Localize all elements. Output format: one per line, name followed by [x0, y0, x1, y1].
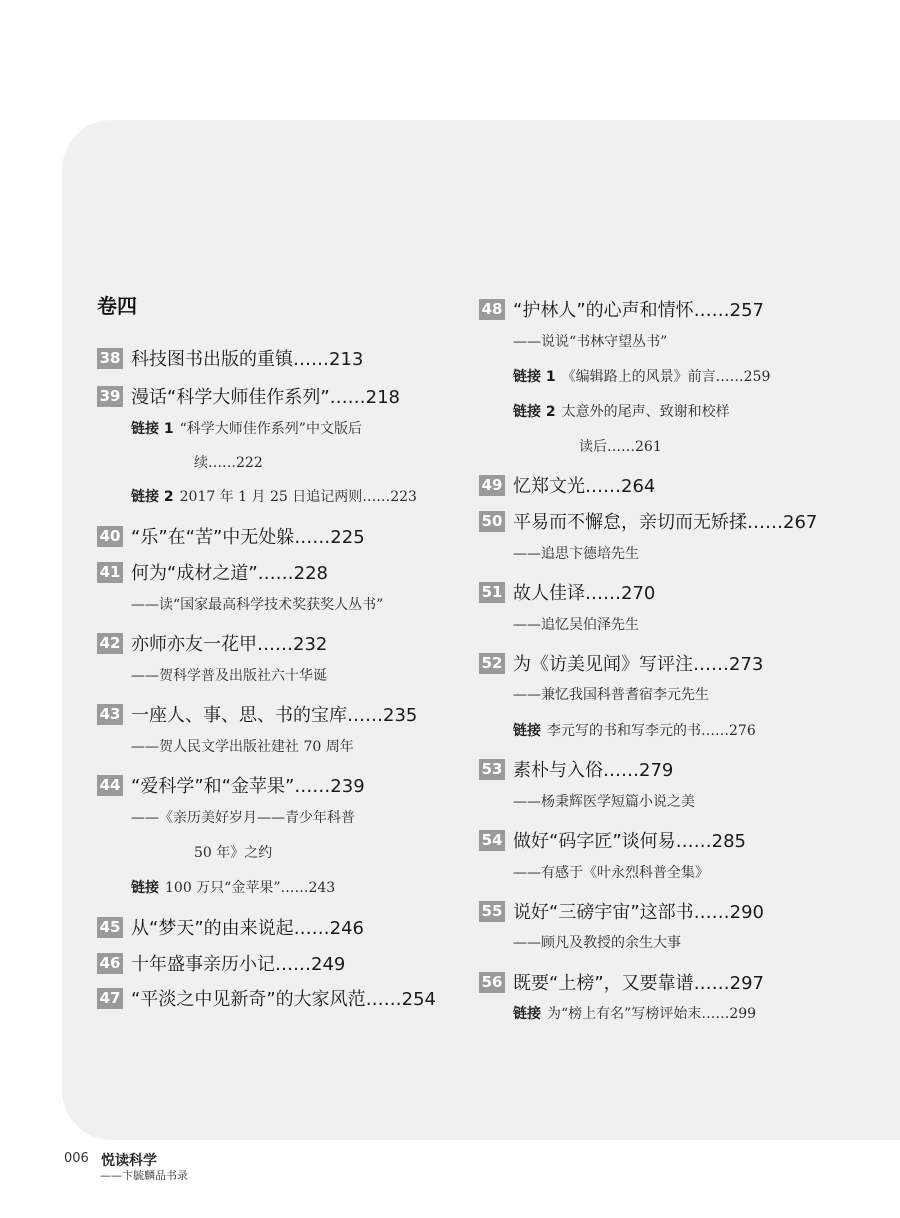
chapter-number-badge: 50	[479, 511, 505, 532]
link-label: 链接 2	[513, 404, 556, 420]
toc-entry-title: 平易而不懈怠，亲切而无矫揉……267	[513, 512, 818, 533]
toc-entry-title: “平淡之中见新奇”的大家风范……254	[131, 989, 437, 1010]
toc-entry-subtitle: ——顾凡及教授的余生大事	[513, 935, 681, 951]
chapter-number-badge: 49	[479, 475, 505, 496]
toc-entry-title: 漫话“科学大师佳作系列”……218	[131, 387, 401, 408]
toc-entry-title: “乐”在“苦”中无处躲……225	[131, 527, 365, 548]
link-title: 李元写的书和写李元的书……276	[547, 723, 756, 739]
chapter-number-badge: 43	[97, 704, 123, 725]
toc-entry-title: 一座人、事、思、书的宝库……235	[131, 705, 418, 726]
toc-entry	[97, 559, 328, 585]
link-title: 为“榜上有名”写榜评始末……299	[547, 1006, 757, 1022]
toc-entry-title: “爱科学”和“金苹果”……239	[131, 776, 365, 797]
toc-link-entry	[513, 720, 756, 740]
chapter-number-badge: 47	[97, 988, 123, 1009]
toc-entry	[97, 523, 365, 549]
toc-entry	[97, 914, 364, 940]
page-number: 006	[64, 1151, 89, 1166]
running-subtitle: ——卞毓麟品书录	[100, 1169, 188, 1182]
toc-entry-subtitle: ——贺人民文学出版社建社 70 周年	[131, 739, 354, 755]
toc-entry-subtitle: ——贺科学普及出版社六十华诞	[131, 668, 327, 684]
chapter-number-badge: 40	[97, 526, 123, 547]
link-label: 链接	[131, 880, 159, 896]
chapter-number-badge: 53	[479, 759, 505, 780]
link-title: “科学大师佳作系列”中文版后	[179, 421, 362, 437]
link-title: 太意外的尾声、致谢和校样	[561, 404, 730, 420]
toc-entry	[97, 950, 345, 976]
toc-entry-title: 说好“三磅宇宙”这部书……290	[513, 902, 765, 923]
toc-entry-subtitle: ——《亲历美好岁月——青少年科普	[131, 810, 355, 826]
toc-link-entry	[513, 401, 730, 421]
toc-entry-title: 既要“上榜”，又要靠谱……297	[513, 973, 765, 994]
chapter-number-badge: 52	[479, 653, 505, 674]
chapter-number-badge: 51	[479, 582, 505, 603]
toc-entry-title: 科技图书出版的重镇……213	[131, 349, 364, 370]
toc-entry	[479, 296, 764, 322]
toc-entry-title: “护林人”的心声和情怀……257	[513, 300, 765, 321]
toc-entry-title: 亦师亦友一花甲……232	[131, 634, 328, 655]
toc-entry-title: 十年盛事亲历小记……249	[131, 954, 346, 975]
toc-entry	[479, 898, 764, 924]
toc-entry-title: 为《访美见闻》写评注……273	[513, 654, 764, 675]
chapter-number-badge: 39	[97, 386, 123, 407]
toc-continuation: 读后……261	[579, 439, 662, 455]
chapter-number-badge: 42	[97, 633, 123, 654]
toc-link-entry	[131, 486, 417, 506]
toc-entry	[479, 650, 763, 676]
toc-entry-title: 素朴与入俗……279	[513, 760, 674, 781]
toc-entry	[479, 508, 817, 534]
toc-entry	[97, 772, 365, 798]
toc-entry-subtitle: ——说说“书林守望丛书”	[513, 334, 668, 350]
link-title: 2017 年 1 月 25 日追记两则……223	[179, 489, 417, 505]
toc-entry-subtitle: ——追忆吴伯泽先生	[513, 617, 639, 633]
volume-heading: 卷四	[97, 294, 137, 318]
toc-link-entry	[131, 877, 335, 897]
toc-entry-title: 忆郑文光……264	[513, 476, 656, 497]
toc-entry-title: 故人佳译……270	[513, 583, 656, 604]
toc-entry	[97, 985, 436, 1011]
toc-link-entry	[513, 366, 770, 386]
link-label: 链接 2	[131, 489, 174, 505]
toc-entry	[479, 969, 764, 995]
toc-entry	[479, 472, 655, 498]
link-label: 链接 1	[513, 369, 556, 385]
chapter-number-badge: 44	[97, 775, 123, 796]
toc-entry	[97, 630, 327, 656]
toc-entry	[479, 756, 673, 782]
toc-entry-subtitle: ——杨秉辉医学短篇小说之美	[513, 794, 695, 810]
link-label: 链接	[513, 1006, 541, 1022]
toc-link-entry	[131, 418, 362, 438]
link-title: 100 万只“金苹果”……243	[165, 880, 336, 896]
toc-entry-subtitle: ——读“国家最高科学技术奖获奖人丛书”	[131, 597, 384, 613]
link-label: 链接 1	[131, 421, 174, 437]
chapter-number-badge: 45	[97, 917, 123, 938]
chapter-number-badge: 56	[479, 972, 505, 993]
toc-entry-subtitle: ——兼忆我国科普耆宿李元先生	[513, 687, 709, 703]
toc-entry-title: 从“梦天”的由来说起……246	[131, 918, 365, 939]
toc-entry-title: 何为“成材之道”……228	[131, 563, 329, 584]
toc-entry-subtitle: ——追思卞德培先生	[513, 546, 639, 562]
chapter-number-badge: 55	[479, 901, 505, 922]
chapter-number-badge: 46	[97, 953, 123, 974]
toc-entry-title: 做好“码字匠”谈何易……285	[513, 831, 747, 852]
chapter-number-badge: 48	[479, 299, 505, 320]
toc-continuation: 50 年》之约	[194, 845, 273, 861]
chapter-number-badge: 38	[97, 348, 123, 369]
chapter-number-badge: 41	[97, 562, 123, 583]
toc-entry	[97, 701, 417, 727]
running-title: 悦读科学	[101, 1153, 157, 1169]
toc-entry	[97, 383, 400, 409]
chapter-number-badge: 54	[479, 830, 505, 851]
link-title: 《编辑路上的风景》前言……259	[561, 369, 771, 385]
toc-link-entry	[513, 1003, 756, 1023]
toc-continuation: 续……222	[194, 455, 263, 471]
toc-entry-subtitle: ——有感于《叶永烈科普全集》	[513, 865, 709, 881]
toc-entry	[97, 345, 363, 371]
toc-entry	[479, 827, 746, 853]
link-label: 链接	[513, 723, 541, 739]
toc-entry	[479, 579, 655, 605]
